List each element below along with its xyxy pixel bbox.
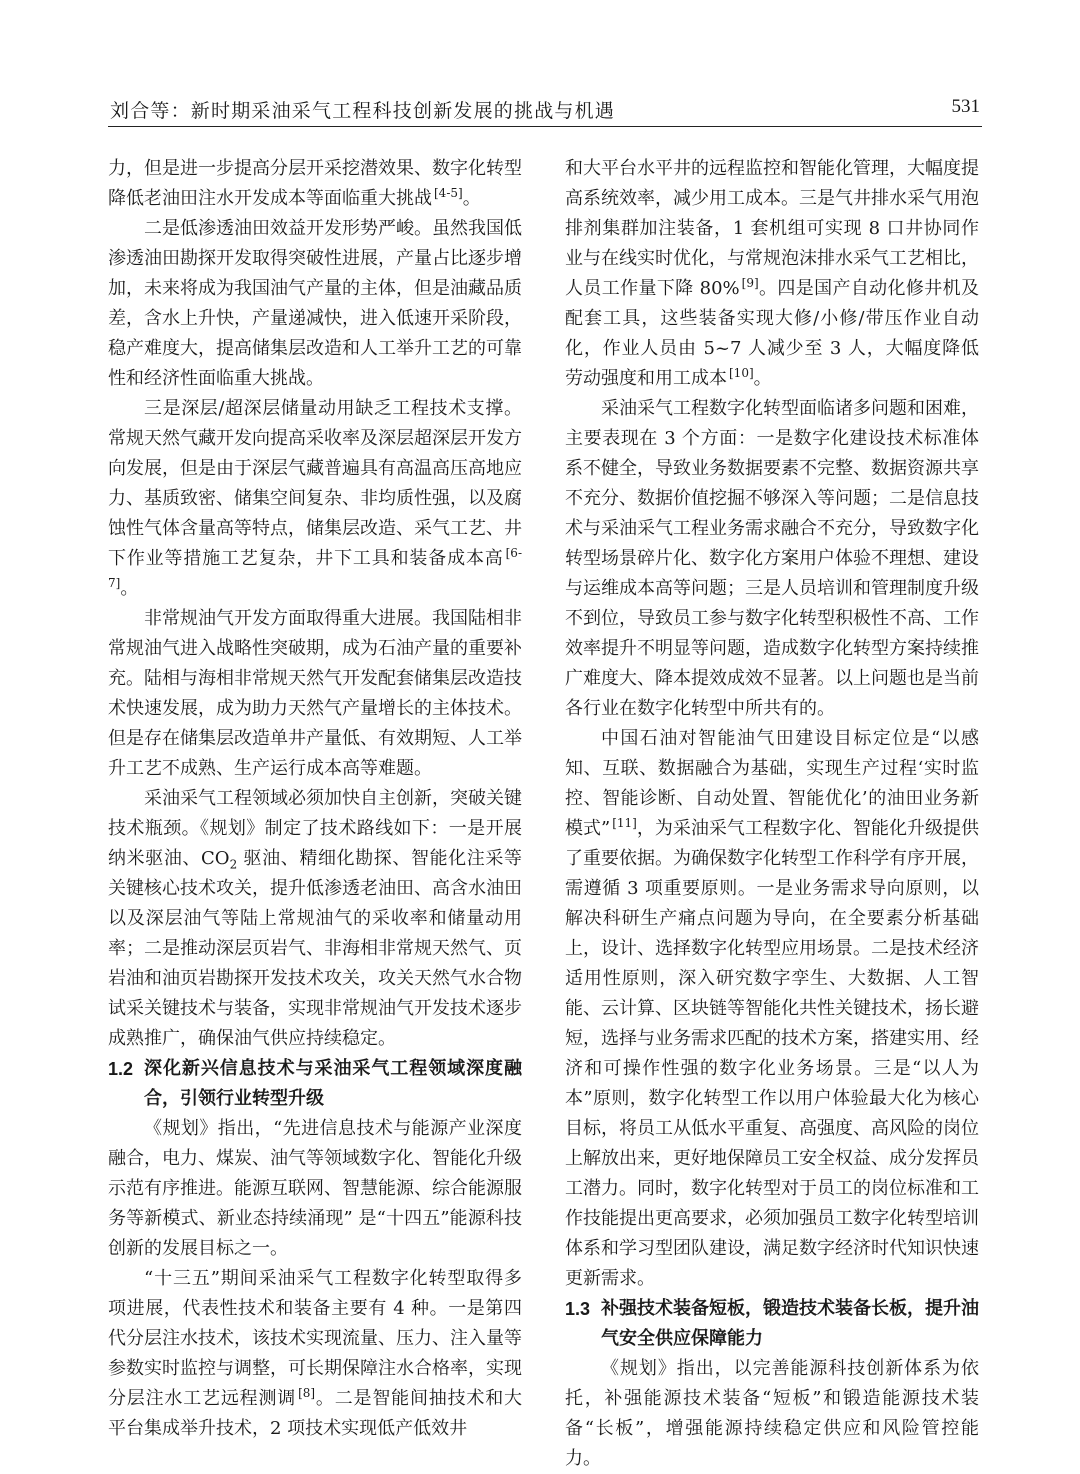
paragraph-text: 。 bbox=[120, 578, 139, 599]
paragraph bbox=[108, 784, 522, 1054]
paragraph bbox=[565, 154, 979, 394]
citation-ref: [9] bbox=[741, 276, 759, 290]
paragraph-text: “十三五”期间采油采气工程数字化转型取得多项进展，代表性技术和装备主要有 4 种。一是第四代分层注水技术，该技术实现流量、压力、注入量等参数实时监控与调整，可长期保障注水合格率，实现分层注水工艺远程测调 bbox=[108, 1268, 522, 1409]
paragraph-text: 。 bbox=[753, 368, 772, 389]
citation-ref: [6-7] bbox=[108, 546, 522, 590]
left-column bbox=[108, 154, 522, 1444]
paragraph: 《规划》指出，以完善能源科技创新体系为依托，补强能源技术装备“短板”和锻造能源技术装备“长板”，增强能源持续稳定供应和风险管控能力。 bbox=[565, 1358, 979, 1469]
citation-ref: [8] bbox=[298, 1386, 316, 1400]
paragraph-text: ，为采油采气工程数字化、智能化升级提供了重要依据。为确保数字化转型工作科学有序开展，需遵循 3 项重要原则。一是业务需求导向原则，以解决科研生产痛点问题为导向，在全要素分析基础上，设计、选择数字化转型应用场景。二是技术经济适用性原则，深入研究数字孪生、大数据、人工智能、云计算、区块链等智能化共性关键技术，扬长避短，选择与业务需求匹配的技术方案，搭建实用、经济和可操作性强的数字化业务场景。三是“以人为本”原则，数字化转型工作以用户体验最大化为核心目标，将员工从低水平重复、高强度、高风险的岗位上解放出来，更好地保障员工安全权益、成分发挥员工潜力。同时，数字化转型对于员工的岗位标准和工作技能提出更高要求，必须加强员工数字化转型培训体系和学习型团队建设，满足数字经济时代知识快速更新需求。 bbox=[565, 818, 979, 1289]
paragraph-text: 。四是国产自动化修井机及配套工具，这些装备实现大修/小修/带压作业自动化，作业人员由 5~7 人减少至 3 人，大幅度降低劳动强度和用工成本 bbox=[565, 278, 979, 389]
paragraph-text: 。 bbox=[462, 188, 481, 209]
citation-ref: [10] bbox=[729, 366, 754, 380]
page-number: 531 bbox=[951, 96, 980, 117]
subscript: 2 bbox=[229, 857, 238, 872]
paragraph bbox=[108, 1264, 522, 1444]
paragraph: 《规划》指出，“先进信息技术与能源产业深度融合，电力、煤炭、油气等领域数字化、智能化升级示范有序推进。能源互联网、智慧能源、综合能源服务等新模式、新业态持续涌现” 是“十四五”能源科技创新的发展目标之一。 bbox=[108, 1118, 522, 1259]
paragraph bbox=[565, 724, 979, 1294]
paragraph-text: 和大平台水平井的远程监控和智能化管理，大幅度提高系统效率，减少用工成本。三是气井排水采气用泡排剂集群加注装备，1 套机组可实现 8 口井协同作业与在线实时优化，与常规泡沫排水采气工艺相比，人员工作量下降 80% bbox=[565, 158, 979, 299]
paragraph: 二是低渗透油田效益开发形势严峻。虽然我国低渗透油田勘探开发取得突破性进展，产量占比逐步增加，未来将成为我国油气产量的主体，但是油藏品质差，含水上升快，产量递减快，进入低速开采阶段，稳产难度大，提高储集层改造和人工举升工艺的可靠性和经济性面临重大挑战。 bbox=[108, 218, 522, 389]
paragraph bbox=[108, 154, 522, 214]
right-column bbox=[565, 154, 979, 1474]
paragraph: 采油采气工程数字化转型面临诸多问题和困难，主要表现在 3 个方面：一是数字化建设技术标准体系不健全，导致业务数据要素不完整、数据资源共享不充分、数据价值挖掘不够深入等问题；二是信息技术与采油采气工程业务需求融合不充分，导致数字化转型场景碎片化、数字化方案用户体验不理想、建设与运维成本高等问题；三是人员培训和管理制度升级不到位，导致员工参与数字化转型积极性不高、工作效率提升不明显等问题，造成数字化转型方案持续推广难度大、降本提效成效不显著。以上问题也是当前各行业在数字化转型中所共有的。 bbox=[565, 398, 979, 719]
paragraph-text: 三是深层/超深层储量动用缺乏工程技术支撑。常规天然气藏开发向提高采收率及深层超深层开发方向发展，但是由于深层气藏普遍具有高温高压高地应力、基质致密、储集空间复杂、非均质性强，以及腐蚀性气体含量高等特点，储集层改造、采气工艺、井下作业等措施工艺复杂，井下工具和装备成本高 bbox=[108, 398, 522, 569]
paragraph bbox=[108, 394, 522, 604]
running-header bbox=[108, 92, 982, 127]
section-number: 1.2 bbox=[108, 1059, 134, 1079]
section-heading bbox=[565, 1294, 979, 1354]
paragraph-text: 中国石油对智能油气田建设目标定位是“以感知、互联、数据融合为基础，实现生产过程‘实时监控、智能诊断、自动处置、智能优化’的油田业务新模式” bbox=[565, 728, 979, 839]
citation-ref: [4-5] bbox=[434, 186, 463, 200]
paragraph: 非常规油气开发方面取得重大进展。我国陆相非常规油气进入战略性突破期，成为石油产量的重要补充。陆相与海相非常规天然气开发配套储集层改造技术快速发展，成为助力天然气产量增长的主体技术。但是存在储集层改造单井产量低、有效期短、人工举升工艺不成熟、生产运行成本高等难题。 bbox=[108, 608, 522, 779]
section-heading bbox=[108, 1054, 522, 1114]
paragraph-text: 驱油、精细化勘探、智能化注采等关键核心技术攻关，提升低渗透老油田、高含水油田以及深层油气等陆上常规油气的采收率和储量动用率；二是推动深层页岩气、非海相非常规天然气、页岩油和油页岩勘探开发技术攻关，攻关天然气水合物试采关键技术与装备，实现非常规油气开发技术逐步成熟推广，确保油气供应持续稳定。 bbox=[108, 848, 522, 1049]
citation-ref: [11] bbox=[612, 816, 637, 830]
section-number: 1.3 bbox=[565, 1299, 591, 1319]
paragraph-text: 采油采气工程领域必须加快自主创新，突破关键技术瓶颈。《规划》制定了技术路线如下：一是开展纳米驱油、CO bbox=[108, 788, 522, 869]
paragraph-text: 力，但是进一步提高分层开采挖潜效果、数字化转型降低老油田注水开发成本等面临重大挑战 bbox=[108, 158, 522, 209]
header-title: 刘合等：新时期采油采气工程科技创新发展的挑战与机遇 bbox=[110, 100, 616, 122]
paragraph-text: 。二是智能间抽技术和大平台集成举升技术，2 项技术实现低产低效井 bbox=[108, 1388, 523, 1439]
section-title: 深化新兴信息技术与采油采气工程领域深度融合，引领行业转型升级 bbox=[144, 1058, 522, 1109]
section-title: 补强技术装备短板，锻造技术装备长板，提升油气安全供应保障能力 bbox=[601, 1298, 979, 1349]
